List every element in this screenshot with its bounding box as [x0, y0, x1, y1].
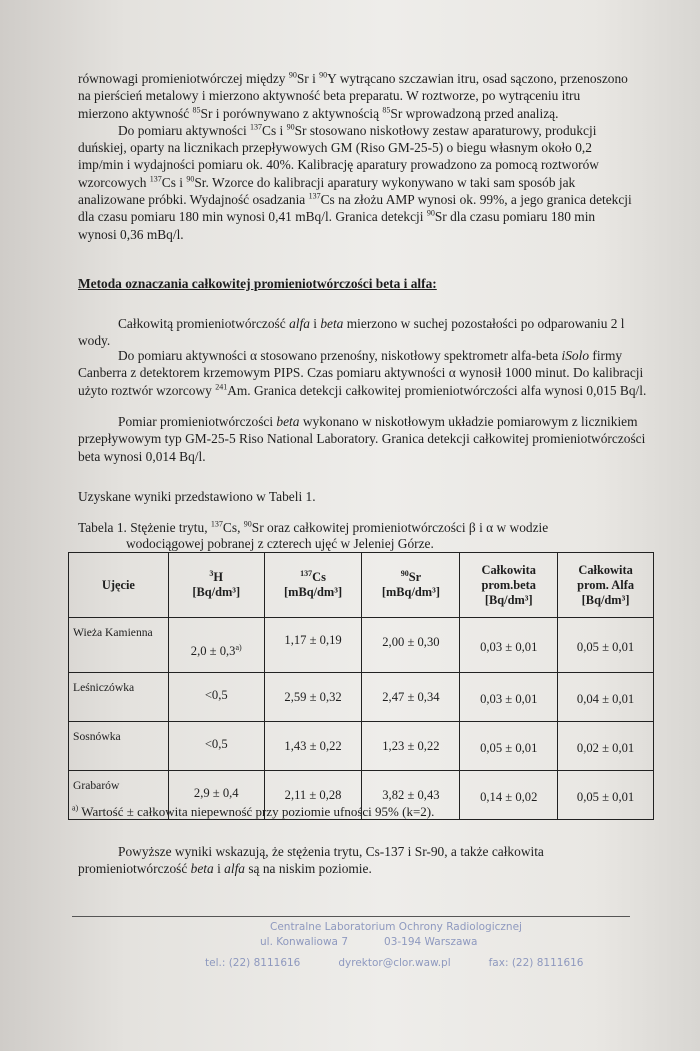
paragraph-conclusion [78, 843, 648, 878]
contact-line [150, 956, 630, 971]
table-caption [78, 520, 578, 552]
text: Cs i [262, 122, 287, 138]
text: i [309, 316, 321, 331]
text: wykonano w niskotłowym układzie pomiarowym z licznikiem przepływowym typ GM-25-5 Riso National Laboratory. Granica detekcji całkowitej promieniotwórczości beta wynosi 0,014 Bq/l. [78, 414, 646, 464]
institution-name: Centralne Laboratorium Ochrony Radiologicznej [270, 921, 522, 933]
isotope-mass: 241 [215, 382, 228, 392]
tritium-cell: <0,5 [168, 722, 264, 771]
isotope-mass: 90 [426, 208, 435, 218]
cs137-cell: 1,17 ± 0,19 [264, 618, 362, 673]
text: wodociągowej pobranej z czterech ujęć w Jeleniej Górze. [126, 536, 434, 551]
text: Ujęcie [101, 577, 135, 592]
text: Sr. Wzorce do kalibracji aparatury wykonywano w taki sam sposób jak analizowane próbki. Wydajność osadzania [78, 174, 576, 208]
text: Sr stosowano niskotłowy zestaw aparaturowy, produkcji duńskiej, oparty na licznikach przepływowych GM (Riso GM-25-5) o biegu własnym około 0,2 imp/min i wydajności pomiaru ok. 40%. Kalibrację aparatury prowadzono za pomocą roztworów wzorcowych [78, 122, 599, 190]
beta-cell: 0,05 ± 0,01 [460, 722, 558, 771]
alfa-cell: 0,04 ± 0,01 [558, 673, 654, 722]
isotope-mass: 85 [382, 105, 391, 115]
paragraph-alpha-measurement [78, 347, 648, 399]
text: Powyższe wyniki wskazują, że stężenia trytu, Cs-137 i Sr-90, a także całkowita promieniotwórczość [78, 844, 544, 877]
text: Sr [408, 570, 422, 584]
paragraph-total-activity [78, 315, 648, 350]
address-line [150, 935, 630, 950]
isotope-mass: 90 [243, 519, 252, 529]
beta-cell: 0,14 ± 0,02 [460, 771, 558, 820]
sr90-cell: 3,82 ± 0,43 [362, 771, 460, 820]
text: równowagi promieniotwórczej między [78, 71, 289, 86]
paragraph-beta-measurement [78, 413, 648, 465]
tritium-cell: <0,5 [168, 673, 264, 722]
isotope-mass: 85 [192, 105, 201, 115]
sr90-cell: 2,00 ± 0,30 [362, 618, 460, 673]
isotope-mass: 90 [186, 174, 195, 184]
value: 2,0 ± 0,3 [190, 643, 236, 658]
unit: [Bq/dm³] [484, 592, 533, 607]
text: Y wytrącano szczawian itru, osad sączono, przenoszono na pierścień metalowy i mierzono aktywność beta preparatu. W roztworze, po wytrąceniu itru mierzono aktywność [78, 71, 628, 121]
text: mierzono w suchej pozostałości po odparowaniu 2 l wody. [78, 316, 625, 349]
table-row [69, 673, 654, 722]
text-italic: beta [276, 414, 300, 429]
text: Do pomiaru aktywności α stosowano przenośny, niskotłowy spektrometr alfa-beta [118, 348, 562, 363]
text: Cs na złożu AMP wynosi ok. 99%, a jego granica detekcji dla czasu pomiaru 180 min wynosi 0,41 mBq/l. Granica detekcji [78, 192, 632, 225]
unit: [Bq/dm³] [581, 592, 630, 607]
isotope-mass: 3 [209, 568, 214, 578]
table-footnote [72, 804, 572, 820]
text-italic: beta [190, 861, 214, 877]
isotope-mass: 137 [250, 122, 263, 132]
text: Do pomiaru aktywności [118, 122, 251, 138]
email: dyrektor@clor.waw.pl [338, 957, 451, 969]
column-header [69, 553, 169, 618]
alfa-cell: 0,05 ± 0,01 [558, 618, 654, 673]
text-italic: alfa [289, 316, 310, 331]
text: są na niskim poziomie. [245, 861, 372, 877]
text: Cs, [222, 520, 244, 535]
text: Cs [312, 570, 326, 584]
text: Całkowitą promieniotwórczość [118, 316, 290, 331]
street: ul. Konwaliowa 7 [260, 936, 349, 948]
city: 03-194 Warszawa [384, 936, 478, 948]
footnote-mark: a) [72, 803, 79, 813]
isotope-mass: 90 [319, 70, 328, 80]
text: Sr i porównywano z aktywnością [200, 105, 383, 121]
location-cell: Leśniczówka [69, 673, 169, 722]
text-italic: alfa [224, 861, 245, 877]
text: Sr wprowadzoną przed analizą. [390, 105, 559, 121]
text: Sr dla czasu pomiaru 180 min wynosi 0,36 mBq/l. [78, 209, 596, 242]
isotope-mass: 90 [288, 70, 297, 80]
paragraph-results-intro: Uzyskane wyniki przedstawiono w Tabeli 1. [78, 489, 316, 504]
letterhead-footer [150, 920, 630, 971]
column-header [362, 553, 460, 618]
isotope-mass: 137 [149, 174, 162, 184]
section-heading: Metoda oznaczania całkowitej promieniotwórczości beta i alfa: [78, 276, 437, 291]
text: i [213, 861, 225, 877]
isotope-mass: 137 [308, 191, 321, 201]
footnote-mark: a) [235, 642, 242, 652]
text-italic: iSolo [561, 348, 590, 363]
isotope-mass: 137 [300, 568, 313, 578]
unit: [Bq/dm³] [192, 585, 241, 599]
isotope-mass: 90 [286, 122, 295, 132]
text: Całkowita prom. Alfa [577, 562, 635, 592]
text: Sr i [296, 71, 320, 86]
unit: [mBq/dm³] [284, 585, 343, 599]
column-header [264, 553, 362, 618]
isotope-mass: 137 [210, 519, 223, 529]
location-cell: Grabarów [69, 771, 169, 820]
alfa-cell: 0,05 ± 0,01 [558, 771, 654, 820]
text: Pomiar promieniotwórczości [118, 414, 277, 429]
footer-divider [72, 916, 630, 917]
isotope-mass: 90 [400, 568, 409, 578]
beta-cell: 0,03 ± 0,01 [460, 618, 558, 673]
phone: tel.: (22) 8111616 [205, 957, 301, 969]
text: Wartość ± całkowita niepewność przy poziomie ufności 95% (k=2). [78, 804, 435, 819]
text: Cs i [161, 174, 187, 190]
sr90-cell: 1,23 ± 0,22 [362, 722, 460, 771]
text: H [213, 570, 224, 584]
tritium-cell [168, 618, 264, 673]
sr90-cell: 2,47 ± 0,34 [362, 673, 460, 722]
location-cell: Sosnówka [69, 722, 169, 771]
tritium-cell: 2,9 ± 0,4 [168, 771, 264, 820]
unit: [mBq/dm³] [381, 585, 440, 599]
results-table [68, 552, 654, 820]
text: Tabela 1. Stężenie trytu, [78, 520, 211, 535]
location-cell: Wieża Kamienna [69, 618, 169, 673]
text: Sr oraz całkowitej promieniotwórczości β i α w wodzie [251, 520, 549, 535]
alfa-cell: 0,02 ± 0,01 [558, 722, 654, 771]
text: Am. Granica detekcji całkowitej promieniotwórczości alfa wynosi 0,015 Bq/l. [227, 382, 647, 398]
column-header [558, 553, 654, 618]
cs137-cell: 1,43 ± 0,22 [264, 722, 362, 771]
text: firmy Canberra z detektorem krzemowym PIPS. Czas pomiaru aktywności α wynosił 1000 minut. Do kalibracji użyto roztwór wzorcowy [78, 348, 644, 398]
table-row [69, 722, 654, 771]
text: Całkowita prom.beta [481, 562, 536, 592]
table-header-row [69, 553, 654, 618]
cs137-cell: 2,11 ± 0,28 [264, 771, 362, 820]
paragraph-sr-y-method [78, 70, 633, 243]
column-header [460, 553, 558, 618]
column-header [168, 553, 264, 618]
text-italic: beta [320, 316, 344, 331]
beta-cell: 0,03 ± 0,01 [460, 673, 558, 722]
fax: fax: (22) 8111616 [488, 957, 584, 969]
cs137-cell: 2,59 ± 0,32 [264, 673, 362, 722]
table-row [69, 618, 654, 673]
